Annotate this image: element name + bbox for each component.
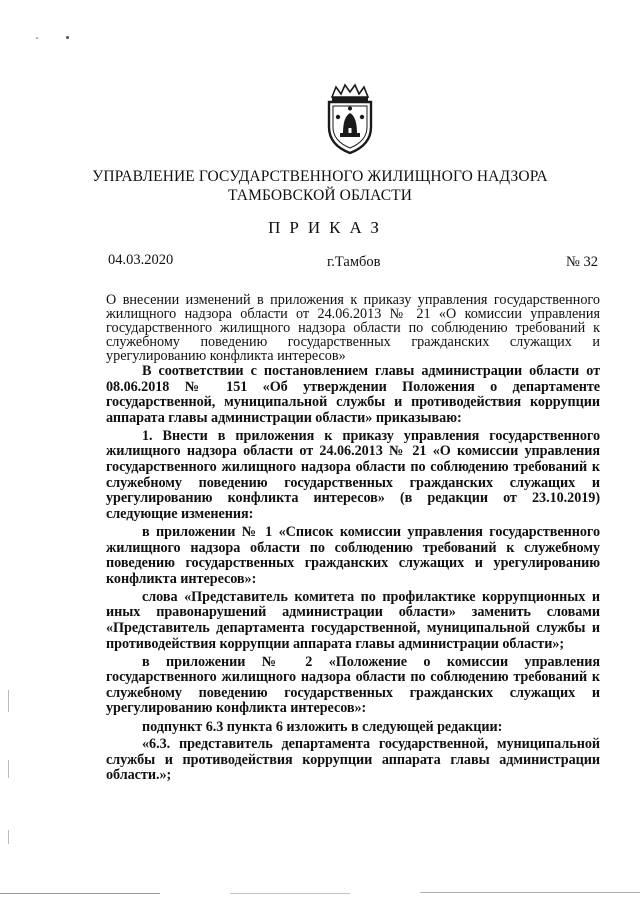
organization-name-line2: ТАМБОВСКОЙ ОБЛАСТИ	[228, 187, 412, 204]
order-city: г.Тамбов	[327, 254, 381, 270]
scan-speck	[36, 37, 38, 39]
scan-margin-mark	[8, 830, 9, 844]
body-paragraph-appendix-2: в приложении № 2 «Положение о комиссии управления государственного жилищного надзора области по соблюдению требований к служебному поведению государственных гражданских служащих и урегулированию конфликта интересов»:	[106, 653, 600, 717]
order-body	[106, 364, 600, 786]
organization-name-line1: УПРАВЛЕНИЕ ГОСУДАРСТВЕННОГО ЖИЛИЩНОГО НАДЗОРА	[92, 168, 548, 185]
document-type-title: ПРИКАЗ	[268, 218, 388, 237]
body-paragraph-new-text: «6.3. представитель департамента государственной, муниципальной службы и противодействия коррупции аппарата главы администрации области.»;	[106, 736, 600, 784]
order-number: № 32	[566, 254, 598, 270]
order-subject: О внесении изменений в приложения к приказу управления государственного жилищного надзора области от 24.06.2013 № 21 «О комиссии управления государственного жилищного надзора области по соблюдению требований к служебному поведению государственных гражданских служащих и урегулированию конфликта интересов»	[106, 292, 600, 364]
body-paragraph-basis: В соответствии с постановлением главы администрации области от 08.06.2018 № 151 «Об утверждении Положения о департаменте государственной, муниципальной службы и противодействия коррупции аппарата главы администрации области» приказываю:	[106, 363, 600, 426]
body-paragraph-appendix-1: в приложении № 1 «Список комиссии управления государственного жилищного надзора области по соблюдению требований к служебному поведению государственных гражданских служащих и урегулированию конфликта интересов»:	[106, 523, 600, 587]
body-paragraph-item-1: 1. Внести в приложения к приказу управления государственного жилищного надзора области от 24.06.2013 № 21 «О комиссии управления государственного жилищного надзора области по соблюдению требований к служебному поведению государственных гражданских служащих и урегулированию конфликта интересов» (в редакции от 23.10.2019) следующие изменения:	[106, 427, 600, 522]
body-paragraph-subclause: подпункт 6.3 пункта 6 изложить в следующей редакции:	[142, 718, 503, 735]
scan-margin-mark	[8, 760, 9, 778]
tambov-coat-of-arms-icon	[323, 83, 377, 155]
scan-margin-mark	[8, 690, 9, 712]
scan-bottom-line	[0, 893, 160, 894]
scan-speck	[66, 36, 69, 39]
order-date: 04.03.2020	[108, 252, 174, 268]
body-paragraph-replace-words: слова «Представитель комитета по профилактике коррупционных и иных правонарушений администрации области» заменить словами «Представитель департамента государственной, муниципальной службы и противодействия коррупции аппарата главы администрации области»;	[106, 588, 600, 652]
scan-bottom-line	[420, 892, 640, 893]
scan-bottom-line	[230, 893, 350, 894]
